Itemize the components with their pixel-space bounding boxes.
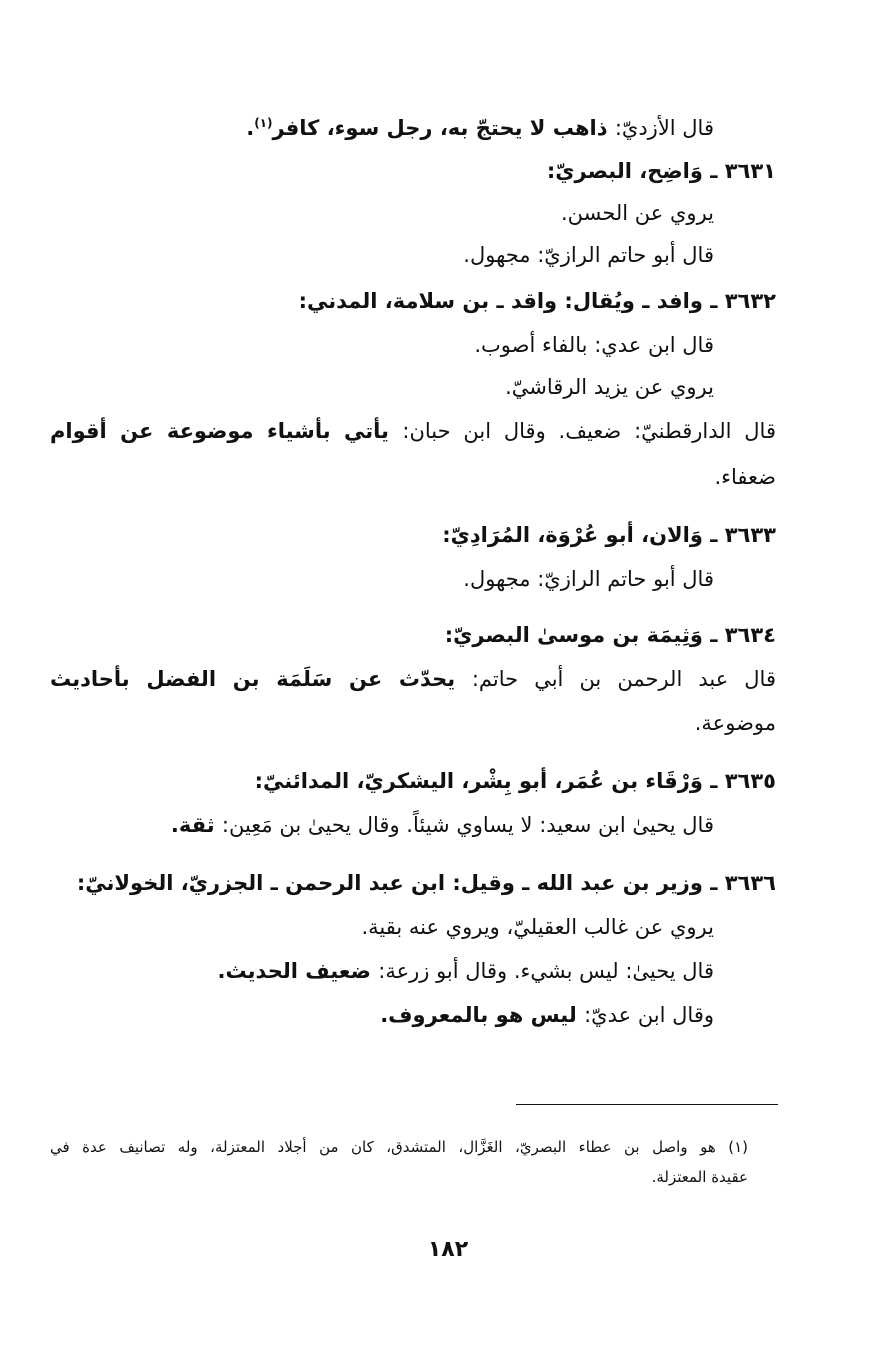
entry-3636-narration: يروي عن غالب العقيليّ، ويروي عنه بقية. [361,915,714,939]
entry-3636-heading: ٣٦٣٦ ـ وزير بن عبد الله ـ وقيل: ابن عبد الرحمن ـ الجزريّ، الخولانيّ: [76,871,776,895]
speaker-label: قال أبو حاتم الرازيّ: [537,243,714,267]
speaker-label: قال أبو حاتم الرازيّ: [537,567,714,591]
footnote-line-2: عقيدة المعتزلة. [651,1168,748,1186]
speaker-label: قال يحيىٰ: [625,959,714,983]
line-azdi-statement [246,108,714,143]
verdict-text: ذاهب لا يحتجّ به، رجل سوء، كافر [272,116,615,140]
verdict-text: ضعيف الحديث. [217,959,379,983]
page-number: ١٨٢ [427,1237,469,1262]
verdict-text: يأتي بأشياء موضوعة عن أقوام [50,419,403,443]
entry-3635-opinion [171,810,714,840]
verdict-text: ليس هو بالمعروف. [380,1003,585,1027]
verdict-text: يحدّث عن سَلَمَة بن الفضل بأحاديث [50,667,472,691]
entry-3636-opinion-yahya [217,956,714,986]
verdict-text: ثقة. [170,813,222,837]
speaker-label: قال الأزديّ: [614,116,714,140]
speaker-label: قال يحيىٰ ابن سعيد: [539,813,714,837]
verdict-text: ضعيف. [558,419,635,443]
entry-3634-continuation: موضوعة. [694,711,776,735]
speaker-label: وقال ابن عديّ: [584,1003,714,1027]
entry-3632-opinion-ibn-adi [474,330,714,360]
entry-3633-opinion [463,564,714,594]
entry-3633-heading: ٣٦٣٣ ـ وَالان، أبو عُرْوَة، المُرَادِيّ: [442,523,776,547]
verdict-text: لا يساوي شيئاً. [406,813,540,837]
line-end-period: . [246,116,255,140]
verdict-text: بالفاء أصوب. [474,333,595,357]
entry-3636-opinion-ibn-adi [380,1000,714,1030]
speaker-label: قال ابن عدي: [594,333,714,357]
speaker-label: وقال ابن حبان: [402,419,559,443]
speaker-label: قال عبد الرحمن بن أبي حاتم: [471,667,776,691]
entry-3634-heading: ٣٦٣٤ ـ وَثِيمَة بن موسىٰ البصريّ: [444,623,776,647]
entry-3631-narration: يروي عن الحسن. [560,201,714,225]
entry-3635-heading: ٣٦٣٥ ـ وَرْقَاء بن عُمَر، أبو بِشْر، اليشكريّ، المدائنيّ: [254,769,776,793]
verdict-text: مجهول. [463,567,538,591]
footnote-reference: (١) [254,116,273,130]
entry-3632-opinion-daraqutni [50,416,776,446]
footnote-divider [516,1104,778,1105]
speaker-label: قال الدارقطنيّ: [634,419,776,443]
entry-3634-opinion [50,664,776,694]
verdict-text: ليس بشيء. [513,959,626,983]
footnote-line-1: (١) هو واصل بن عطاء البصريّ، الغَزَّال، المتشدق، كان من أجلاد المعتزلة، وله تصانيف عدة في [50,1138,748,1156]
entry-3632-narration: يروي عن يزيد الرقاشيّ. [505,375,714,399]
entry-3631-heading: ٣٦٣١ ـ وَاضِح، البصريّ: [546,159,776,183]
speaker-label: وقال أبو زرعة: [378,959,514,983]
speaker-label: وقال يحيىٰ بن مَعِين: [221,813,407,837]
verdict-text: مجهول. [463,243,538,267]
entry-3632-heading: ٣٦٣٢ ـ وافد ـ ويُقال: واقد ـ بن سلامة، المدني: [298,289,776,313]
entry-3631-opinion [463,240,714,270]
entry-3632-continuation: ضعفاء. [714,465,776,489]
